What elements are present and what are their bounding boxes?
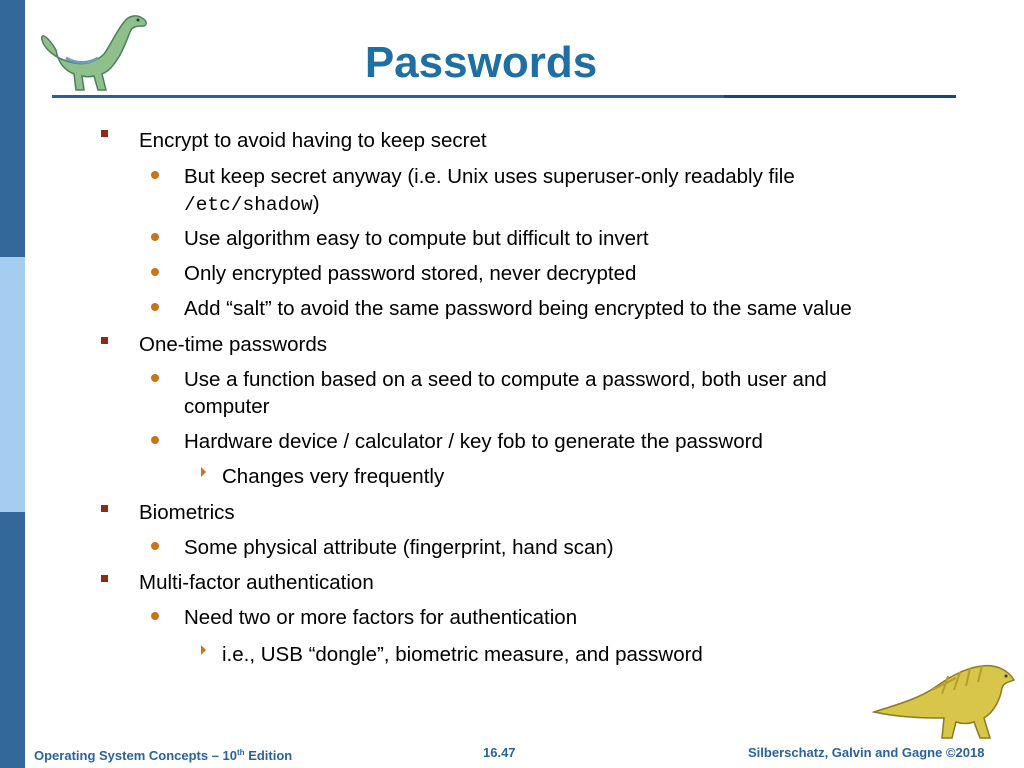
bullet-text: Hardware device / calculator / key fob to generate the password <box>184 430 763 453</box>
footer-book-title: Operating System Concepts – 10th Edition <box>34 748 293 763</box>
round-bullet-icon <box>151 233 159 241</box>
bullet-text: Multi-factor authentication <box>139 571 374 594</box>
bullet-text: One-time passwords <box>139 333 327 356</box>
bullet-level2 <box>184 295 852 322</box>
bullet-level2 <box>184 534 614 561</box>
bullet-level2 <box>184 260 636 287</box>
bullet-level3 <box>222 463 444 490</box>
footer-authors: Silberschatz, Galvin and Gagne ©2018 <box>748 745 985 760</box>
bullet-level2 <box>184 366 827 420</box>
round-bullet-icon <box>151 542 159 550</box>
round-bullet-icon <box>151 612 159 620</box>
bullet-text: Biometrics <box>139 501 235 524</box>
bullet-text: Changes very frequently <box>222 465 445 488</box>
bullet-level2 <box>184 225 649 252</box>
triangle-bullet-icon <box>201 467 206 477</box>
bullet-text: Use a function based on a seed to compute a password, both user and <box>184 368 827 391</box>
square-bullet-icon <box>101 575 108 582</box>
bullet-text: i.e., USB “dongle”, biometric measure, and password <box>222 643 703 666</box>
footer-page-number: 16.47 <box>483 745 516 760</box>
bullet-level1 <box>139 331 327 358</box>
bullet-text: Need two or more factors for authentication <box>184 606 578 629</box>
round-bullet-icon <box>151 436 159 444</box>
slide-title: Passwords <box>364 38 598 87</box>
bullet-text: Some physical attribute (fingerprint, hand scan) <box>184 536 614 559</box>
square-bullet-icon <box>101 505 108 512</box>
bullet-text-line2: computer <box>184 395 270 418</box>
round-bullet-icon <box>151 171 159 179</box>
square-bullet-icon <box>101 337 108 344</box>
triangle-bullet-icon <box>201 645 206 655</box>
bullet-level1 <box>139 569 374 596</box>
square-bullet-icon <box>101 130 108 137</box>
code-path: /etc/shadow <box>184 194 313 216</box>
dinosaur-logo-bottom-icon <box>872 660 1018 742</box>
round-bullet-icon <box>151 303 159 311</box>
bullet-text: But keep secret anyway (i.e. Unix uses superuser-only readably file <box>184 165 795 188</box>
bullet-text: Use algorithm easy to compute but difficult to invert <box>184 227 649 250</box>
bullet-text: Only encrypted password stored, never decrypted <box>184 262 637 285</box>
bullet-level1 <box>139 127 487 154</box>
bullet-level1 <box>139 499 235 526</box>
bullet-level2 <box>184 604 577 631</box>
round-bullet-icon <box>151 268 159 276</box>
bullet-text: Add “salt” to avoid the same password being encrypted to the same value <box>184 297 852 320</box>
bullet-level2 <box>184 163 795 219</box>
bullet-text: Encrypt to avoid having to keep secret <box>139 129 487 152</box>
bullet-level2 <box>184 428 763 455</box>
bullet-level3 <box>222 641 703 668</box>
bullet-text-suffix: ) <box>312 192 320 215</box>
round-bullet-icon <box>151 374 159 382</box>
